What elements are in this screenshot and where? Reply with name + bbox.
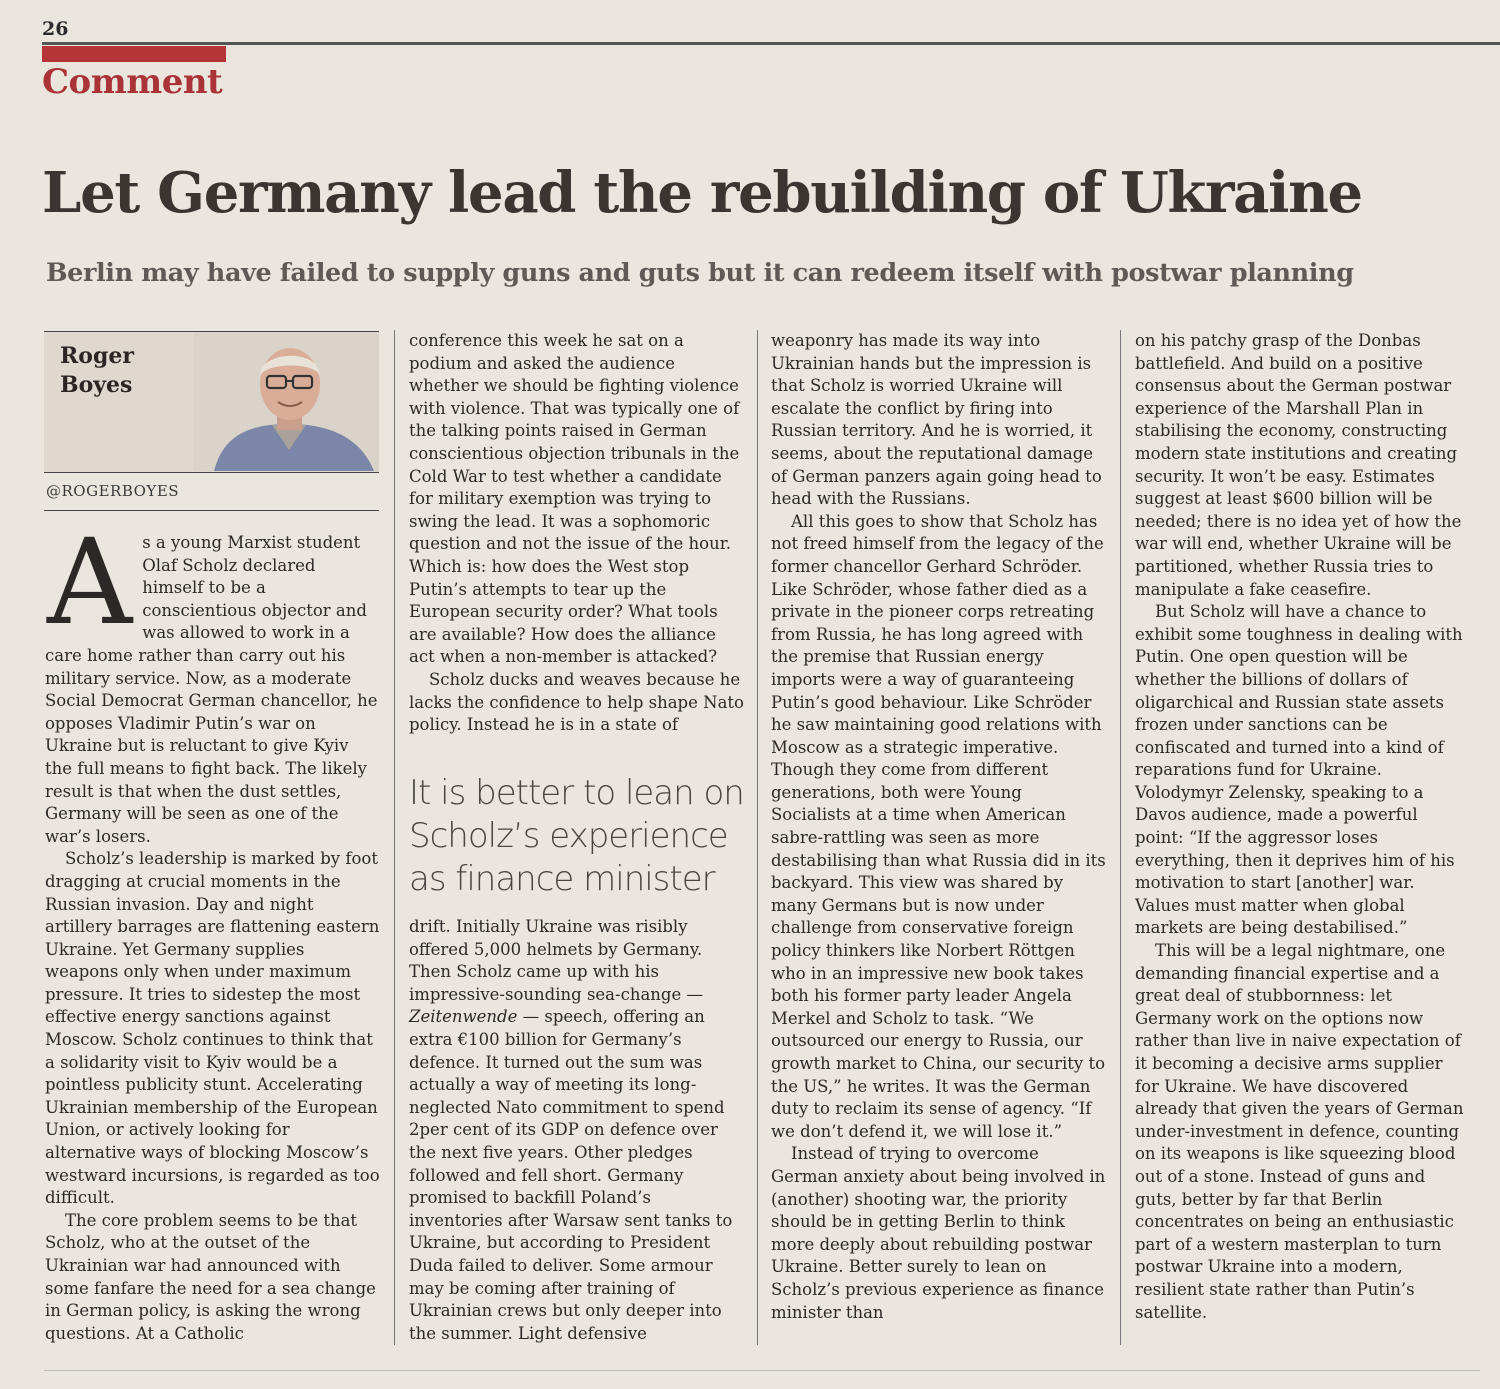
paragraph: Instead of trying to overcome German anxiety about being involved in (another) shooting war, the priority should be in getting Berlin to think more deeply about rebuilding postwar Ukraine. Better surely to lean on Scholz’s previous experience as finance minister than	[771, 1144, 1106, 1322]
author-photo	[194, 332, 379, 471]
section-label: Comment	[42, 62, 223, 102]
paragraph: Scholz ducks and weaves because he lacks the confidence to help shape Nato policy. Instead he is in a state of	[409, 669, 744, 735]
article-column-4	[1135, 330, 1470, 1324]
drop-cap: A	[47, 513, 133, 651]
bottom-rule	[44, 1370, 1480, 1371]
paragraph	[45, 513, 380, 848]
paragraph: All this goes to show that Scholz has not freed himself from the legacy of the former chancellor Gerhard Schröder. Like Schröder, whose father died as a private in the pioneer corps retreating from Russia, he has long agreed with the premise that Russian energy imports were a way of guaranteeing Putin’s good behaviour. Like Schröder he saw maintaining good relations with Moscow as a strategic imperative. Though they come from different generations, both were Young Socialists at a time when American sabre-rattling was seen as more destabilising than what Russia did in its backyard. This view was shared by many Germans but is now under challenge from conservative foreign policy thinkers like Norbert Röttgen who in an impressive new book takes both his former party leader Angela Merkel and Scholz to task. “We outsourced our energy to Russia, our growth market to China, our security to the US,” he writes. It was the German duty to reclaim its sense of agency. “If we don’t defend it, we will lose it.”	[771, 511, 1106, 1141]
paragraph-text: s a young Marxist student Olaf Scholz declared himself to be a conscientious objector and was allowed to work in a care home rather than carry out his military service. Now, as a moderate Social Democrat German chancellor, he opposes Vladimir Putin’s war on Ukraine but is reluctant to give Kyiv the full means to fight back. The likely result is that when the dust settles, Germany will be seen as one of the war’s losers.	[45, 533, 378, 846]
column-rule-3	[1120, 330, 1121, 1345]
author-name: Roger Boyes	[60, 343, 134, 398]
paragraph: on his patchy grasp of the Donbas battlefield. And build on a positive consensus about the German postwar experience of the Marshall Plan in stabilising the economy, constructing modern state institutions and creating security. It won’t be easy. Estimates suggest at least $600 billion will be needed; there is no idea yet of how the war will end, whether Ukraine will be partitioned, whether Russia tries to manipulate a fake ceasefire.	[1135, 331, 1462, 599]
paragraph: Scholz’s leadership is marked by foot dragging at crucial moments in the Russian invasion. Day and night artillery barrages are flattening eastern Ukraine. Yet Germany supplies weapons only when under maximum pressure. It tries to sidestep the most effective energy sanctions against Moscow. Scholz continues to think that a solidarity visit to Kyiv would be a pointless publicity stunt. Accelerating Ukrainian membership of the European Union, or actively looking for alternative ways of blocking Moscow’s westward incursions, is regarded as too difficult.	[45, 849, 380, 1208]
pull-quote: It is better to lean on Scholz’s experience as finance minister	[409, 773, 744, 899]
paragraph: The core problem seems to be that Scholz, who at the outset of the Ukrainian war had announced with some fanfare the need for a sea change in German policy, is asking the wrong questions. At a Catholic	[45, 1210, 376, 1343]
paragraph: This will be a legal nightmare, one demanding financial expertise and a great deal of stubbornness: let Germany work on the options now rather than live in naive expectation of it becoming a decisive arms supplier for Ukraine. We have discovered already that given the years of German under-investment in defence, counting on its weapons is like squeezing blood out of a stone. Instead of guns and guts, better by far that Berlin concentrates on being an enthusiastic part of a western masterplan to turn postwar Ukraine into a modern, resilient state rather than Putin’s satellite.	[1135, 941, 1464, 1322]
byline-box	[44, 331, 379, 473]
paragraph	[409, 916, 744, 1345]
article-column-2-top	[409, 330, 744, 737]
column-rule-2	[757, 330, 758, 1345]
page-number: 26	[42, 18, 69, 40]
handle-rule	[44, 510, 379, 511]
article-column-3	[771, 330, 1106, 1324]
paragraph-text: — speech, offering an extra €100 billion for Germany’s defence. It turned out the sum was actually a way of meeting its long-neglected Nato commitment to spend 2per cent of its GDP on defence over the next five years. Other pledges followed and fell short. Germany promised to backfill Poland’s inventories after Warsaw sent tanks to Ukraine, but according to President Duda failed to deliver. Some armour may be coming after training of Ukrainian crews but only deeper into the summer. Light defensive	[409, 1007, 733, 1343]
headline: Let Germany lead the rebuilding of Ukraine	[42, 160, 1362, 226]
author-handle: @ROGERBOYES	[46, 482, 180, 500]
article-column-1	[45, 513, 380, 1345]
italic-term: Zeitenwende	[409, 1007, 518, 1027]
subheadline: Berlin may have failed to supply guns and guts but it can redeem itself with postwar planning	[46, 258, 1354, 288]
paragraph-text: drift. Initially Ukraine was risibly offered 5,000 helmets by Germany. Then Scholz came up with his impressive-sounding sea-change —	[409, 917, 703, 1004]
article-column-2-bottom	[409, 916, 744, 1345]
top-rule	[42, 42, 1500, 45]
section-color-bar	[42, 46, 226, 62]
paragraph: weaponry has made its way into Ukrainian hands but the impression is that Scholz is worried Ukraine will escalate the conflict by firing into Russian territory. And he is worried, it seems, about the reputational damage of German panzers again going head to head with the Russians.	[771, 331, 1102, 509]
paragraph: conference this week he sat on a podium and asked the audience whether we should be fighting violence with violence. That was typically one of the talking points raised in German conscientious objection tribunals in the Cold War to test whether a candidate for military exemption was trying to swing the lead. It was a sophomoric question and not the issue of the hour. Which is: how does the West stop Putin’s attempts to tear up the European security order? What tools are available? How does the alliance act when a non-member is attacked?	[409, 331, 740, 667]
paragraph: But Scholz will have a chance to exhibit some toughness in dealing with Putin. One open question will be whether the billions of dollars of oligarchical and Russian state assets frozen under sanctions can be confiscated and turned into a kind of reparations fund for Ukraine. Volodymyr Zelensky, speaking to a Davos audience, made a powerful point: “If the aggressor loses everything, then it deprives him of his motivation to start [another] war. Values must matter when global markets are being destabilised.”	[1135, 602, 1463, 938]
column-rule-1	[394, 330, 395, 1345]
